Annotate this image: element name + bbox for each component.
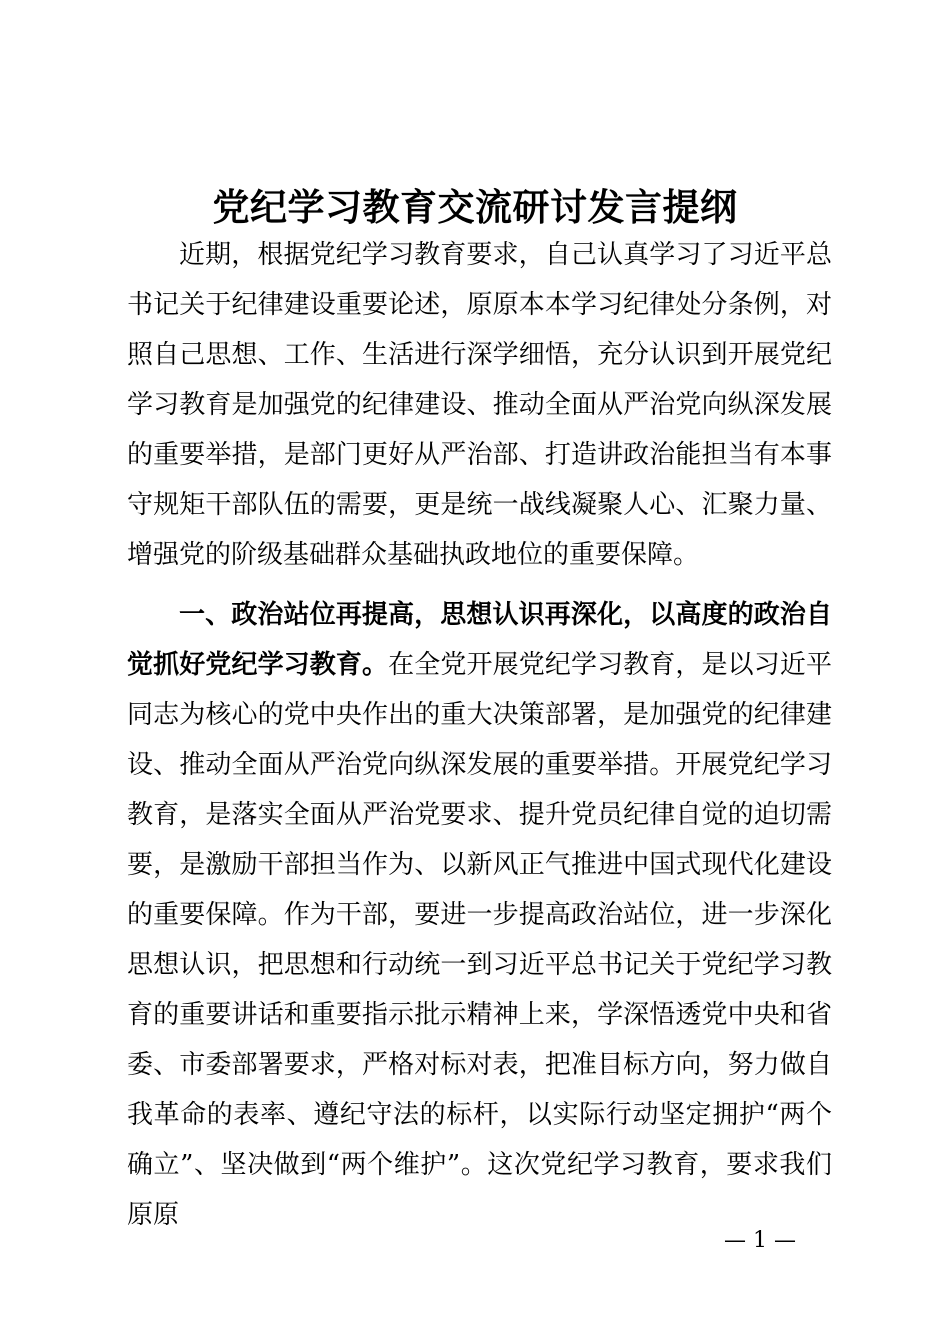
section-1-heading: 一、政治站位再提高，思想认识再深化，以高度的政治自觉抓好党纪学习教育。 <box>127 600 832 680</box>
document-body <box>127 230 832 1240</box>
section-1-paragraph <box>127 590 832 1240</box>
page-number: — 1 — <box>724 1228 796 1253</box>
section-1-body: 在全党开展党纪学习教育，是以习近平同志为核心的党中央作出的重大决策部署，是加强党的纪律建设、推动全面从严治党向纵深发展的重要举措。开展党纪学习教育，是落实全面从严治党要求、提升党员纪律自觉的迫切需要，是激励干部担当作为、以新风正气推进中国式现代化建设的重要保障。作为干部，要进一步提高政治站位，进一步深化思想认识，把思想和行动统一到习近平总书记关于党纪学习教育的重要讲话和重要指示批示精神上来，学深悟透党中央和省委、市委部署要求，严格对标对表，把准目标方向，努力做自我革命的表率、遵纪守法的标杆，以实际行动坚定拥护“两个确立”、坚决做到“两个维护”。这次党纪学习教育，要求我们原原 <box>127 650 832 1230</box>
document-title: 党纪学习教育交流研讨发言提纲 <box>212 186 738 229</box>
intro-paragraph: 近期，根据党纪学习教育要求，自己认真学习了习近平总书记关于纪律建设重要论述，原原本本学习纪律处分条例，对照自己思想、工作、生活进行深学细悟，充分认识到开展党纪学习教育是加强党的纪律建设、推动全面从严治党向纵深发展的重要举措，是部门更好从严治部、打造讲政治能担当有本事守规矩干部队伍的需要，更是统一战线凝聚人心、汇聚力量、增强党的阶级基础群众基础执政地位的重要保障。 <box>127 240 832 570</box>
